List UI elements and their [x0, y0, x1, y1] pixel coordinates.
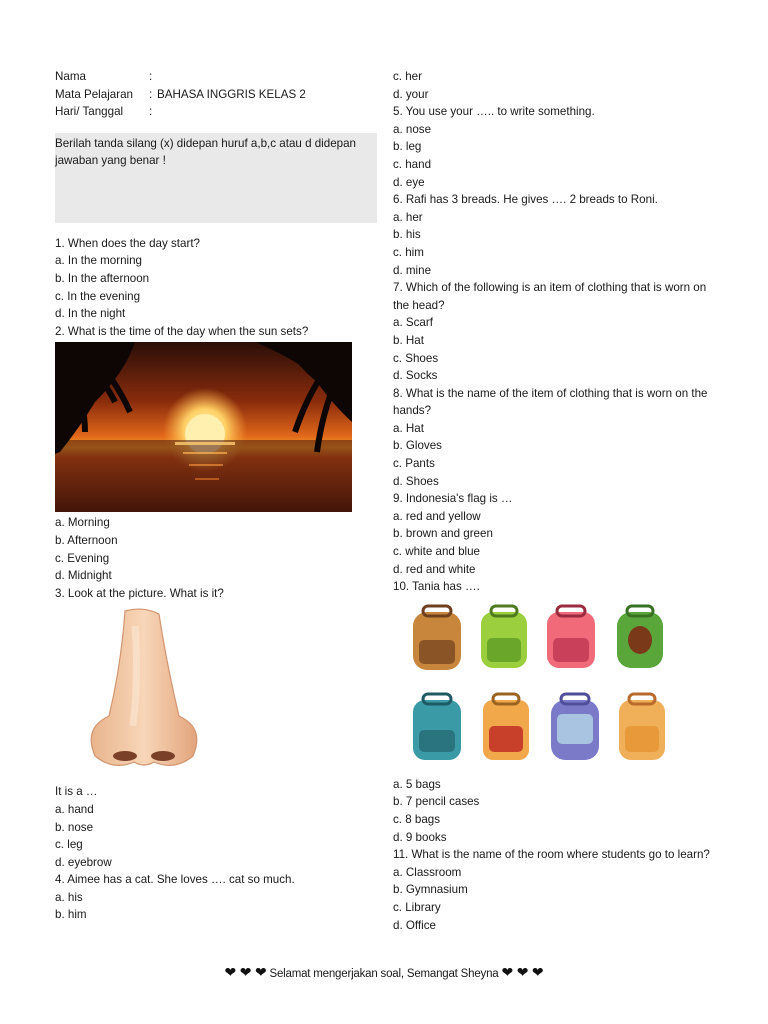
question-2: [55, 323, 377, 585]
option-d[interactable]: d. red and white: [393, 562, 476, 576]
option-d[interactable]: d. Shoes: [393, 474, 439, 488]
option-a[interactable]: a. her: [393, 210, 423, 224]
option-a[interactable]: a. nose: [393, 122, 432, 136]
option-b[interactable]: b. Hat: [393, 333, 424, 347]
question-3: [55, 585, 377, 872]
option-c[interactable]: c. Pants: [393, 457, 435, 471]
question-text: 8. What is the name of the item of clothing that is worn on the hands?: [393, 386, 708, 418]
option-a[interactable]: a. his: [55, 890, 83, 904]
option-b[interactable]: b. his: [393, 228, 421, 242]
option-c[interactable]: c. Library: [393, 900, 441, 914]
option-d[interactable]: d. 9 books: [393, 830, 447, 844]
option-d[interactable]: d. eyebrow: [55, 855, 112, 869]
option-c[interactable]: c. her: [393, 70, 422, 83]
option-a[interactable]: a. 5 bags: [393, 777, 441, 791]
option-d[interactable]: d. eye: [393, 175, 425, 189]
heart-icon: ❤ ❤ ❤: [501, 964, 544, 980]
footer-message: [0, 962, 768, 984]
option-a[interactable]: a. Classroom: [393, 865, 462, 879]
option-d[interactable]: d. Socks: [393, 369, 438, 383]
option-b[interactable]: b. him: [55, 908, 87, 922]
header-label: Nama: [55, 70, 86, 83]
option-c[interactable]: c. Shoes: [393, 351, 439, 365]
question-text: 5. You use your ….. to write something.: [393, 105, 595, 119]
question-text: 4. Aimee has a cat. She loves …. cat so much.: [55, 873, 295, 887]
header-row-subject: [55, 86, 377, 104]
question-7: [393, 279, 723, 385]
question-text: 1. When does the day start?: [55, 236, 201, 250]
option-a[interactable]: a. Morning: [55, 516, 110, 530]
option-c[interactable]: c. In the evening: [55, 289, 141, 303]
left-column: [55, 68, 377, 924]
header-label: Mata Pelajaran: [55, 87, 133, 101]
backpack-icon: [413, 694, 461, 760]
question-6: [393, 191, 723, 279]
question-9: [393, 490, 723, 578]
sunset-image: [55, 342, 352, 512]
option-a[interactable]: a. In the morning: [55, 254, 143, 268]
question-4-continued: [393, 68, 723, 103]
option-b[interactable]: b. Afternoon: [55, 533, 118, 547]
header-colon: :: [149, 70, 153, 83]
option-b[interactable]: b. Gymnasium: [393, 883, 468, 897]
option-a[interactable]: a. red and yellow: [393, 509, 481, 523]
question-text: 6. Rafi has 3 breads. He gives …. 2 breads to Roni.: [393, 193, 658, 207]
instruction-box: Berilah tanda silang (x) didepan huruf a,b,c atau d didepan jawaban yang benar !: [55, 133, 377, 223]
option-d[interactable]: d. Office: [393, 918, 436, 932]
option-c[interactable]: c. 8 bags: [393, 813, 441, 826]
option-a[interactable]: a. hand: [55, 802, 94, 816]
backpack-icon: [619, 694, 665, 760]
backpacks-image: [407, 602, 687, 772]
backpack-icon: [551, 694, 599, 760]
header-row-name: [55, 68, 377, 86]
question-11: [393, 846, 723, 934]
right-column: [393, 68, 723, 934]
option-b[interactable]: b. In the afternoon: [55, 271, 150, 285]
question-text: 10. Tania has ….: [393, 580, 480, 594]
header-colon: :: [149, 87, 153, 101]
option-b[interactable]: b. Gloves: [393, 439, 442, 453]
header-label: Hari/ Tanggal: [55, 105, 124, 119]
question-1: [55, 235, 377, 323]
option-d[interactable]: d. mine: [393, 263, 432, 277]
backpack-icon: [483, 694, 529, 760]
student-header: [55, 68, 377, 121]
option-b[interactable]: b. 7 pencil cases: [393, 795, 480, 809]
question-text: 7. Which of the following is an item of clothing that is worn on the head?: [393, 281, 707, 312]
question-4: [55, 871, 377, 924]
option-c[interactable]: c. Evening: [55, 551, 110, 565]
backpack-icon: [547, 606, 595, 668]
question-8: [393, 385, 723, 491]
header-row-date: [55, 103, 377, 121]
question-5: [393, 103, 723, 191]
question-text: 3. Look at the picture. What is it?: [55, 586, 224, 600]
option-a[interactable]: a. Hat: [393, 421, 424, 435]
footer-text: Selamat mengerjakan soal, Semangat Sheyna: [269, 968, 499, 980]
backpack-icon: [481, 606, 527, 668]
question-stem: It is a …: [55, 785, 98, 799]
question-text: 2. What is the time of the day when the sun sets?: [55, 324, 309, 338]
backpack-icon: [617, 606, 663, 668]
nose-image: [55, 606, 233, 781]
header-value: BAHASA INGGRIS KELAS 2: [157, 87, 306, 101]
header-colon: :: [149, 105, 153, 119]
option-d[interactable]: d. Midnight: [55, 569, 112, 583]
option-c[interactable]: c. hand: [393, 157, 432, 171]
option-d[interactable]: d. In the night: [55, 307, 126, 321]
option-c[interactable]: c. him: [393, 245, 424, 259]
option-b[interactable]: b. brown and green: [393, 527, 493, 541]
question-10: [393, 578, 723, 846]
option-b[interactable]: b. leg: [393, 140, 422, 154]
option-a[interactable]: a. Scarf: [393, 316, 433, 330]
question-text: 11. What is the name of the room where students go to learn?: [393, 848, 710, 862]
option-c[interactable]: c. white and blue: [393, 545, 481, 559]
heart-icon: ❤ ❤ ❤: [224, 964, 267, 980]
question-text: 9. Indonesia's flag is …: [393, 492, 513, 506]
option-d[interactable]: d. your: [393, 87, 429, 101]
option-c[interactable]: c. leg: [55, 838, 83, 852]
option-b[interactable]: b. nose: [55, 820, 94, 834]
backpack-icon: [413, 606, 461, 670]
